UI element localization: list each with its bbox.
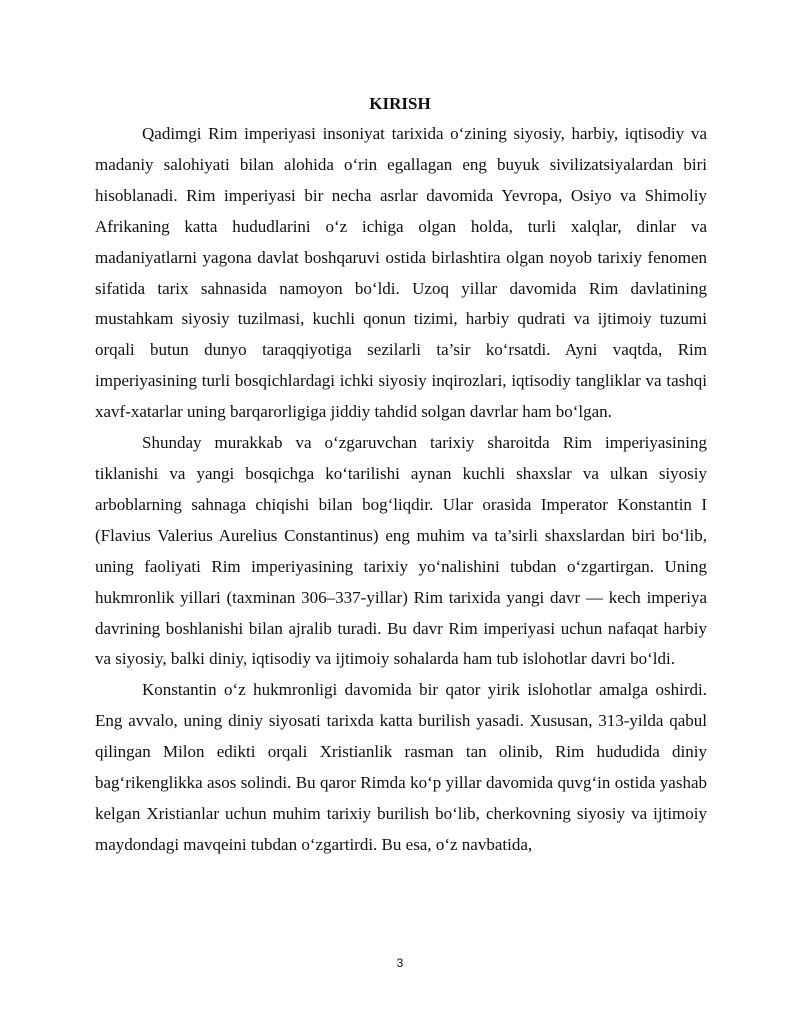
section-heading: KIRISH: [369, 94, 431, 113]
paragraph-2: Shunday murakkab va o‘zgaruvchan tarixiy sharoitda Rim imperiyasining tiklanishi va yangi bosqichga ko‘tarilishi aynan kuchli shaxslar va ulkan siyosiy arboblarning sahnaga chiqishi bilan bog‘liqdir. Ular orasida Imperator Konstantin I (Flavius Valerius Aurelius Constantinus) eng muhim va ta’sirli shaxslardan biri bo‘lib, uning faoliyati Rim imperiyasining tarixiy yo‘nalishini tubdan o‘zgartirgan. Uning hukmronlik yillari (taxminan 306–337-yillar) Rim tarixida yangi davr — kech imperiya davrining boshlanishi bilan ajralib turadi. Bu davr Rim imperiyasi uchun nafaqat harbiy va siyosiy, balki diniy, iqtisodiy va ijtimoiy sohalarda ham tub islohotlar davri bo‘ldi.: [95, 433, 707, 669]
paragraph-3: Konstantin o‘z hukmronligi davomida bir qator yirik islohotlar amalga oshirdi. Eng avvalo, uning diniy siyosati tarixda katta burilish yasadi. Xususan, 313-yilda qabul qilingan Milon edikti orqali Xristianlik rasman tan olinib, Rim hududida diniy bag‘rikenglikka asos solindi. Bu qaror Rimda ko‘p yillar davomida quvg‘in ostida yashab kelgan Xristianlar uchun muhim tarixiy burilish bo‘lib, cherkovning siyosiy va ijtimoiy maydondagi mavqeini tubdan o‘zgartirdi. Bu esa, o‘z navbatida,: [95, 680, 707, 854]
paragraph-1: Qadimgi Rim imperiyasi insoniyat tarixida o‘zining siyosiy, harbiy, iqtisodiy va madaniy salohiyati bilan alohida o‘rin egallagan eng buyuk sivilizatsiyalardan biri hisoblanadi. Rim imperiyasi bir necha asrlar davomida Yevropa, Osiyo va Shimoliy Afrikaning katta hududlarini o‘z ichiga olgan holda, turli xalqlar, dinlar va madaniyatlarni yagona davlat boshqaruvi ostida birlashtira olgan noyob tarixiy fenomen sifatida tarix sahnasida namoyon bo‘ldi. Uzoq yillar davomida Rim davlatining mustahkam siyosiy tuzilmasi, kuchli qonun tizimi, harbiy qudrati va ijtimoiy tuzumi orqali butun dunyo taraqqiyotiga sezilarli ta’sir ko‘rsatdi. Ayni vaqtda, Rim imperiyasining turli bosqichlardagi ichki siyosiy inqirozlari, iqtisodiy tangliklar va tashqi xavf-xatarlar uning barqarorligiga jiddiy tahdid solgan davrlar ham bo‘lgan.: [95, 124, 707, 422]
body-text: [95, 119, 707, 861]
page-number: 3: [396, 956, 404, 970]
